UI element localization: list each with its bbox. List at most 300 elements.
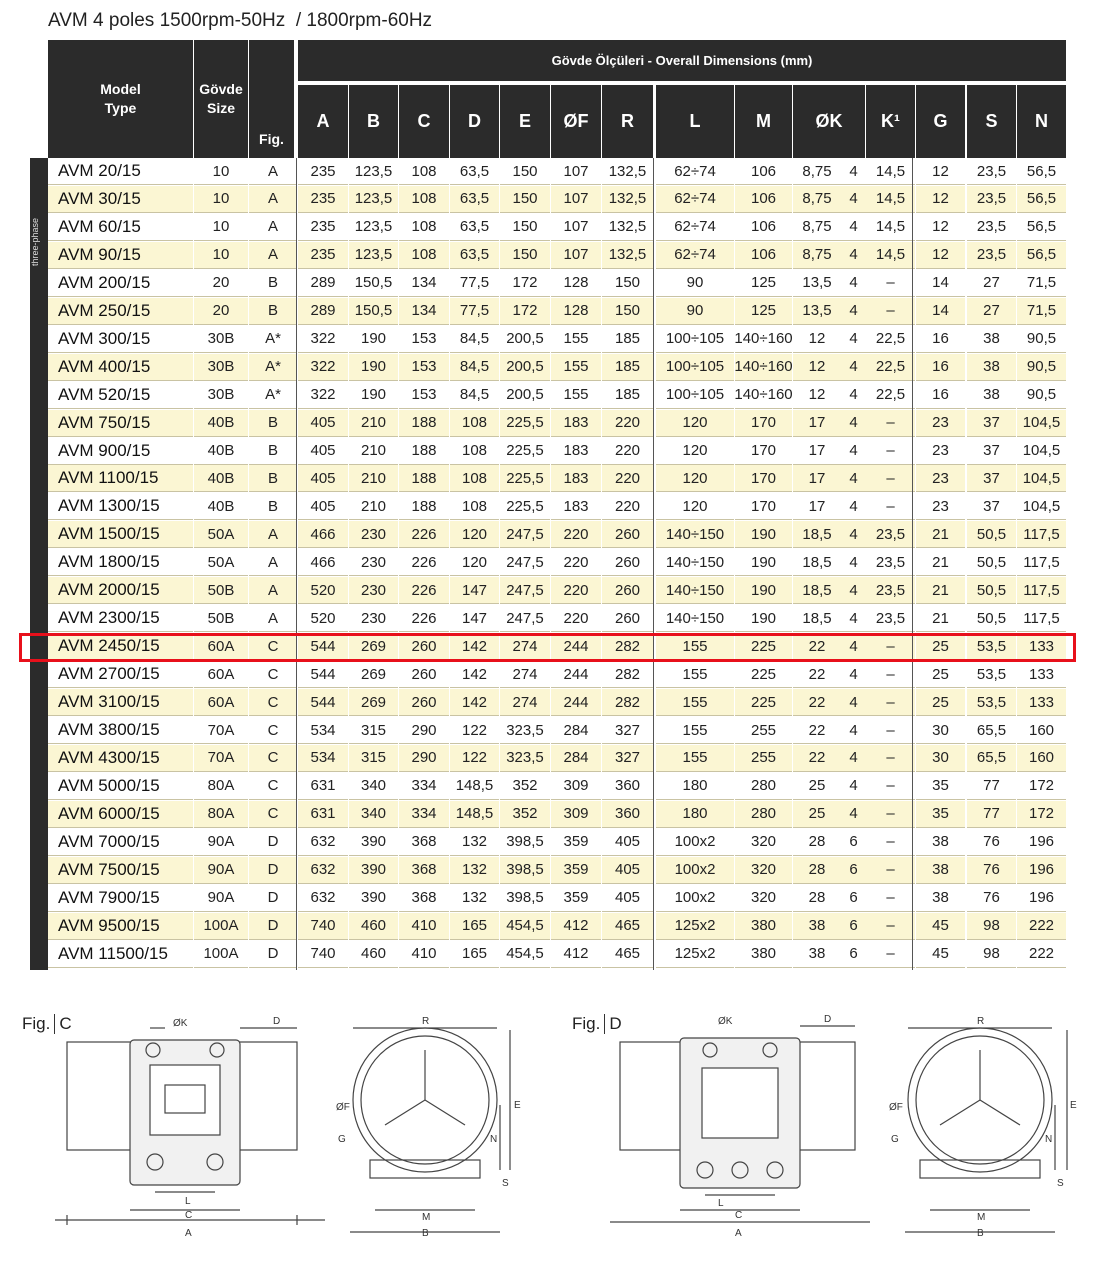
value-cell: 226: [399, 605, 449, 632]
value-cell: 225: [735, 689, 792, 716]
value-cell: A: [249, 214, 297, 241]
value-cell: 352: [500, 773, 550, 800]
value-cell: 106: [735, 242, 792, 269]
value-cell: 226: [399, 521, 449, 548]
value-cell: 120: [656, 493, 734, 520]
fig-c-b-label: B: [422, 1228, 429, 1239]
header-dim-m: M: [735, 85, 792, 158]
value-cell: 38: [916, 885, 965, 912]
value-cell: 390: [349, 829, 398, 856]
value-cell: 12: [916, 186, 965, 213]
header-dim-g: G: [916, 85, 965, 158]
value-cell: 632: [298, 857, 348, 884]
value-cell: 220: [602, 493, 653, 520]
value-cell: 77,5: [450, 270, 499, 297]
value-cell: 13,5: [793, 270, 841, 297]
value-cell: 220: [602, 410, 653, 437]
value-cell: 289: [298, 270, 348, 297]
header-dim-n: N: [1017, 85, 1066, 158]
value-cell: 360: [602, 773, 653, 800]
value-cell: B: [249, 493, 297, 520]
value-cell: 244: [551, 661, 601, 688]
value-cell: 22: [793, 717, 841, 744]
model-cell: AVM 6000/15: [48, 801, 193, 828]
value-cell: 185: [602, 326, 653, 353]
value-cell: 334: [399, 801, 449, 828]
value-cell: 290: [399, 717, 449, 744]
table-row: [48, 158, 1066, 186]
header-dim-l: L: [656, 85, 734, 158]
value-cell: 71,5: [1017, 270, 1066, 297]
fig-d-front-view: [885, 1010, 1085, 1240]
value-cell: 12: [916, 214, 965, 241]
table-row: [48, 605, 1066, 633]
value-cell: 150: [500, 186, 550, 213]
value-cell: 38: [793, 941, 841, 968]
value-cell: 466: [298, 521, 348, 548]
value-cell: 14,5: [866, 214, 915, 241]
fig-d-of-label: ØF: [889, 1102, 903, 1113]
value-cell: 16: [916, 382, 965, 409]
value-cell: 63,5: [450, 242, 499, 269]
model-cell: AVM 750/15: [48, 410, 193, 437]
model-cell: AVM 11500/15: [48, 941, 193, 968]
value-cell: 153: [399, 354, 449, 381]
value-cell: D: [249, 829, 297, 856]
value-cell: 37: [967, 410, 1016, 437]
value-cell: 230: [349, 605, 398, 632]
value-cell: 125x2: [656, 941, 734, 968]
fig-d-l-label: L: [718, 1198, 724, 1209]
value-cell: 390: [349, 885, 398, 912]
value-cell: 465: [602, 913, 653, 940]
value-cell: –: [866, 493, 915, 520]
value-cell: C: [249, 633, 297, 660]
value-cell: 183: [551, 410, 601, 437]
value-cell: 20: [194, 298, 248, 325]
value-cell: 282: [602, 661, 653, 688]
value-cell: 260: [602, 549, 653, 576]
value-cell: –: [866, 689, 915, 716]
value-cell: –: [866, 410, 915, 437]
value-cell: 210: [349, 410, 398, 437]
value-cell: 6: [841, 829, 866, 856]
value-cell: 322: [298, 354, 348, 381]
value-cell: 226: [399, 549, 449, 576]
header-model-type: Model Type: [48, 40, 193, 158]
value-cell: D: [249, 885, 297, 912]
value-cell: 631: [298, 773, 348, 800]
value-cell: 405: [602, 885, 653, 912]
value-cell: 150,5: [349, 298, 398, 325]
value-cell: 100A: [194, 941, 248, 968]
value-cell: 16: [916, 326, 965, 353]
value-cell: 360: [602, 801, 653, 828]
header-dim-d: D: [450, 85, 499, 158]
value-cell: 50B: [194, 605, 248, 632]
fig-c-prefix: Fig.: [22, 1014, 51, 1033]
value-cell: –: [866, 941, 915, 968]
value-cell: 183: [551, 493, 601, 520]
value-cell: A*: [249, 382, 297, 409]
value-cell: 120: [450, 549, 499, 576]
value-cell: 50,5: [967, 549, 1016, 576]
value-cell: 8,75: [793, 242, 841, 269]
value-cell: 210: [349, 465, 398, 492]
value-cell: 368: [399, 857, 449, 884]
table-row: [48, 521, 1066, 549]
dimensions-table: [48, 40, 1066, 970]
value-cell: 274: [500, 633, 550, 660]
value-cell: 16: [916, 354, 965, 381]
value-cell: 255: [735, 745, 792, 772]
value-cell: 200,5: [500, 382, 550, 409]
value-cell: 106: [735, 158, 792, 185]
three-phase-sidebar: [30, 158, 48, 970]
value-cell: 18,5: [793, 605, 841, 632]
value-cell: 269: [349, 633, 398, 660]
value-cell: 225,5: [500, 438, 550, 465]
value-cell: 76: [967, 829, 1016, 856]
value-cell: A: [249, 577, 297, 604]
value-cell: 22: [793, 689, 841, 716]
model-cell: AVM 4300/15: [48, 745, 193, 772]
value-cell: 220: [551, 577, 601, 604]
value-cell: 244: [551, 633, 601, 660]
value-cell: 21: [916, 549, 965, 576]
value-cell: 56,5: [1017, 186, 1066, 213]
fig-c-r-label: R: [422, 1016, 430, 1027]
value-cell: 17: [793, 493, 841, 520]
value-cell: 142: [450, 689, 499, 716]
value-cell: 140÷160: [735, 382, 792, 409]
model-cell: AVM 200/15: [48, 270, 193, 297]
table-row: [48, 913, 1066, 941]
value-cell: 412: [551, 941, 601, 968]
value-cell: 77: [967, 801, 1016, 828]
value-cell: 50,5: [967, 577, 1016, 604]
value-cell: 40B: [194, 410, 248, 437]
value-cell: 98: [967, 941, 1016, 968]
value-cell: 225: [735, 633, 792, 660]
divider: [653, 158, 654, 970]
fig-c-ok-label: ØK: [173, 1018, 188, 1029]
value-cell: 142: [450, 633, 499, 660]
value-cell: 28: [793, 829, 841, 856]
value-cell: 230: [349, 549, 398, 576]
value-cell: 108: [450, 465, 499, 492]
value-cell: 466: [298, 549, 348, 576]
value-cell: 140÷160: [735, 326, 792, 353]
value-cell: 30B: [194, 354, 248, 381]
value-cell: 22,5: [866, 354, 915, 381]
value-cell: 196: [1017, 829, 1066, 856]
value-cell: 190: [735, 605, 792, 632]
header-fig-top: [249, 40, 294, 120]
value-cell: 125: [735, 270, 792, 297]
value-cell: 23,5: [967, 158, 1016, 185]
fig-d-s-label: S: [1057, 1178, 1064, 1189]
model-cell: AVM 1500/15: [48, 521, 193, 548]
value-cell: 190: [735, 577, 792, 604]
fig-c-side-view: [55, 1010, 325, 1240]
value-cell: 22: [793, 745, 841, 772]
value-cell: 235: [298, 242, 348, 269]
value-cell: D: [249, 857, 297, 884]
table-row: [48, 577, 1066, 605]
value-cell: 53,5: [967, 661, 1016, 688]
value-cell: 30: [916, 745, 965, 772]
value-cell: 170: [735, 438, 792, 465]
value-cell: 120: [656, 438, 734, 465]
value-cell: 100A: [194, 913, 248, 940]
value-cell: 230: [349, 577, 398, 604]
value-cell: 38: [967, 326, 1016, 353]
model-cell: AVM 2700/15: [48, 661, 193, 688]
header-dim-s: S: [967, 85, 1016, 158]
model-cell: AVM 30/15: [48, 186, 193, 213]
value-cell: 142: [450, 661, 499, 688]
value-cell: B: [249, 270, 297, 297]
fig-d-c-label: C: [735, 1210, 743, 1221]
value-cell: 45: [916, 941, 965, 968]
model-cell: AVM 900/15: [48, 438, 193, 465]
header-fig: Fig.: [249, 120, 294, 158]
value-cell: 210: [349, 493, 398, 520]
value-cell: 8,75: [793, 186, 841, 213]
value-cell: 125: [735, 298, 792, 325]
value-cell: 38: [967, 354, 1016, 381]
table-row: [48, 214, 1066, 242]
value-cell: 4: [841, 577, 866, 604]
value-cell: 410: [399, 913, 449, 940]
value-cell: 255: [735, 717, 792, 744]
value-cell: 35: [916, 801, 965, 828]
page-title: AVM 4 poles 1500rpm-50Hz / 1800rpm-60Hz: [48, 10, 433, 31]
value-cell: 13,5: [793, 298, 841, 325]
value-cell: 183: [551, 438, 601, 465]
table-row: [48, 465, 1066, 493]
value-cell: 125x2: [656, 913, 734, 940]
header-dim-e: E: [500, 85, 550, 158]
value-cell: 18,5: [793, 549, 841, 576]
value-cell: 128: [551, 270, 601, 297]
value-cell: 134: [399, 298, 449, 325]
value-cell: 235: [298, 158, 348, 185]
value-cell: 260: [602, 521, 653, 548]
table-row: [48, 270, 1066, 298]
value-cell: A: [249, 549, 297, 576]
value-cell: 123,5: [349, 214, 398, 241]
value-cell: B: [249, 465, 297, 492]
table-row: [48, 382, 1066, 410]
value-cell: 133: [1017, 633, 1066, 660]
value-cell: 289: [298, 298, 348, 325]
model-cell: AVM 520/15: [48, 382, 193, 409]
value-cell: 188: [399, 410, 449, 437]
model-cell: AVM 7900/15: [48, 885, 193, 912]
value-cell: 190: [349, 382, 398, 409]
value-cell: 123,5: [349, 242, 398, 269]
value-cell: 23: [916, 438, 965, 465]
model-cell: AVM 2450/15: [48, 633, 193, 660]
value-cell: 18,5: [793, 521, 841, 548]
value-cell: 188: [399, 438, 449, 465]
value-cell: 534: [298, 745, 348, 772]
value-cell: 390: [349, 857, 398, 884]
value-cell: 274: [500, 661, 550, 688]
header-dim-f: ØF: [551, 85, 601, 158]
value-cell: C: [249, 773, 297, 800]
value-cell: 4: [841, 689, 866, 716]
value-cell: 4: [841, 745, 866, 772]
value-cell: A*: [249, 326, 297, 353]
value-cell: 40B: [194, 438, 248, 465]
value-cell: –: [866, 829, 915, 856]
value-cell: 454,5: [500, 913, 550, 940]
value-cell: 62÷74: [656, 186, 734, 213]
value-cell: 340: [349, 773, 398, 800]
value-cell: 352: [500, 801, 550, 828]
value-cell: A*: [249, 354, 297, 381]
value-cell: 260: [399, 661, 449, 688]
value-cell: 140÷150: [656, 577, 734, 604]
value-cell: 76: [967, 857, 1016, 884]
value-cell: 12: [793, 354, 841, 381]
value-cell: 155: [656, 689, 734, 716]
value-cell: 460: [349, 913, 398, 940]
value-cell: 327: [602, 745, 653, 772]
fig-c-letter: C: [54, 1014, 71, 1034]
value-cell: 315: [349, 717, 398, 744]
value-cell: 132,5: [602, 214, 653, 241]
value-cell: 465: [602, 941, 653, 968]
fig-d-m-label: M: [977, 1212, 986, 1223]
table-row: [48, 857, 1066, 885]
value-cell: 23,5: [866, 577, 915, 604]
value-cell: 222: [1017, 941, 1066, 968]
value-cell: 4: [841, 214, 866, 241]
value-cell: 100x2: [656, 857, 734, 884]
value-cell: 70A: [194, 717, 248, 744]
value-cell: 4: [841, 605, 866, 632]
value-cell: 405: [298, 438, 348, 465]
value-cell: 12: [793, 382, 841, 409]
value-cell: 405: [298, 493, 348, 520]
value-cell: 165: [450, 941, 499, 968]
value-cell: 188: [399, 493, 449, 520]
value-cell: 107: [551, 186, 601, 213]
value-cell: 45: [916, 913, 965, 940]
value-cell: 60A: [194, 661, 248, 688]
value-cell: 740: [298, 913, 348, 940]
value-cell: 230: [349, 521, 398, 548]
value-cell: 100÷105: [656, 382, 734, 409]
value-cell: 359: [551, 857, 601, 884]
value-cell: 84,5: [450, 326, 499, 353]
fig-d-ok-label: ØK: [718, 1016, 733, 1027]
value-cell: 148,5: [450, 773, 499, 800]
value-cell: 132: [450, 857, 499, 884]
value-cell: 6: [841, 913, 866, 940]
value-cell: 4: [841, 242, 866, 269]
value-cell: 117,5: [1017, 549, 1066, 576]
value-cell: 25: [916, 661, 965, 688]
value-cell: 35: [916, 773, 965, 800]
value-cell: 50A: [194, 549, 248, 576]
value-cell: 260: [602, 605, 653, 632]
value-cell: 410: [399, 941, 449, 968]
value-cell: 153: [399, 382, 449, 409]
value-cell: 120: [656, 465, 734, 492]
model-cell: AVM 90/15: [48, 242, 193, 269]
value-cell: 50A: [194, 521, 248, 548]
value-cell: 150: [602, 298, 653, 325]
fig-c-l-label: L: [185, 1196, 191, 1207]
value-cell: 247,5: [500, 605, 550, 632]
value-cell: 104,5: [1017, 438, 1066, 465]
value-cell: 104,5: [1017, 465, 1066, 492]
value-cell: 225: [735, 661, 792, 688]
value-cell: 14: [916, 270, 965, 297]
value-cell: 53,5: [967, 689, 1016, 716]
fig-c-n-label: N: [490, 1134, 498, 1145]
value-cell: 172: [1017, 773, 1066, 800]
value-cell: 134: [399, 270, 449, 297]
highlighted-row-frame: [19, 633, 1076, 662]
value-cell: 6: [841, 857, 866, 884]
model-cell: AVM 20/15: [48, 158, 193, 185]
fig-d-r-label: R: [977, 1016, 985, 1027]
value-cell: 155: [656, 661, 734, 688]
value-cell: 62÷74: [656, 242, 734, 269]
value-cell: 25: [916, 633, 965, 660]
value-cell: 323,5: [500, 717, 550, 744]
value-cell: 10: [194, 158, 248, 185]
value-cell: 320: [735, 857, 792, 884]
value-cell: 398,5: [500, 829, 550, 856]
value-cell: 155: [656, 717, 734, 744]
value-cell: 40B: [194, 493, 248, 520]
value-cell: 10: [194, 242, 248, 269]
value-cell: 65,5: [967, 745, 1016, 772]
table-row: [48, 298, 1066, 326]
value-cell: 180: [656, 801, 734, 828]
value-cell: 8,75: [793, 158, 841, 185]
value-cell: 108: [450, 438, 499, 465]
value-cell: 90,5: [1017, 326, 1066, 353]
value-cell: 14,5: [866, 186, 915, 213]
value-cell: 53,5: [967, 633, 1016, 660]
value-cell: 17: [793, 465, 841, 492]
value-cell: 4: [841, 186, 866, 213]
fig-d-d-label: D: [824, 1014, 832, 1025]
value-cell: 23: [916, 410, 965, 437]
value-cell: B: [249, 298, 297, 325]
value-cell: 65,5: [967, 717, 1016, 744]
value-cell: 140÷150: [656, 549, 734, 576]
value-cell: 160: [1017, 717, 1066, 744]
value-cell: 405: [298, 465, 348, 492]
value-cell: 123,5: [349, 158, 398, 185]
fig-c-e-label: E: [514, 1100, 521, 1111]
value-cell: 21: [916, 605, 965, 632]
value-cell: 220: [551, 549, 601, 576]
value-cell: 172: [500, 270, 550, 297]
value-cell: 544: [298, 633, 348, 660]
value-cell: C: [249, 801, 297, 828]
value-cell: 309: [551, 801, 601, 828]
